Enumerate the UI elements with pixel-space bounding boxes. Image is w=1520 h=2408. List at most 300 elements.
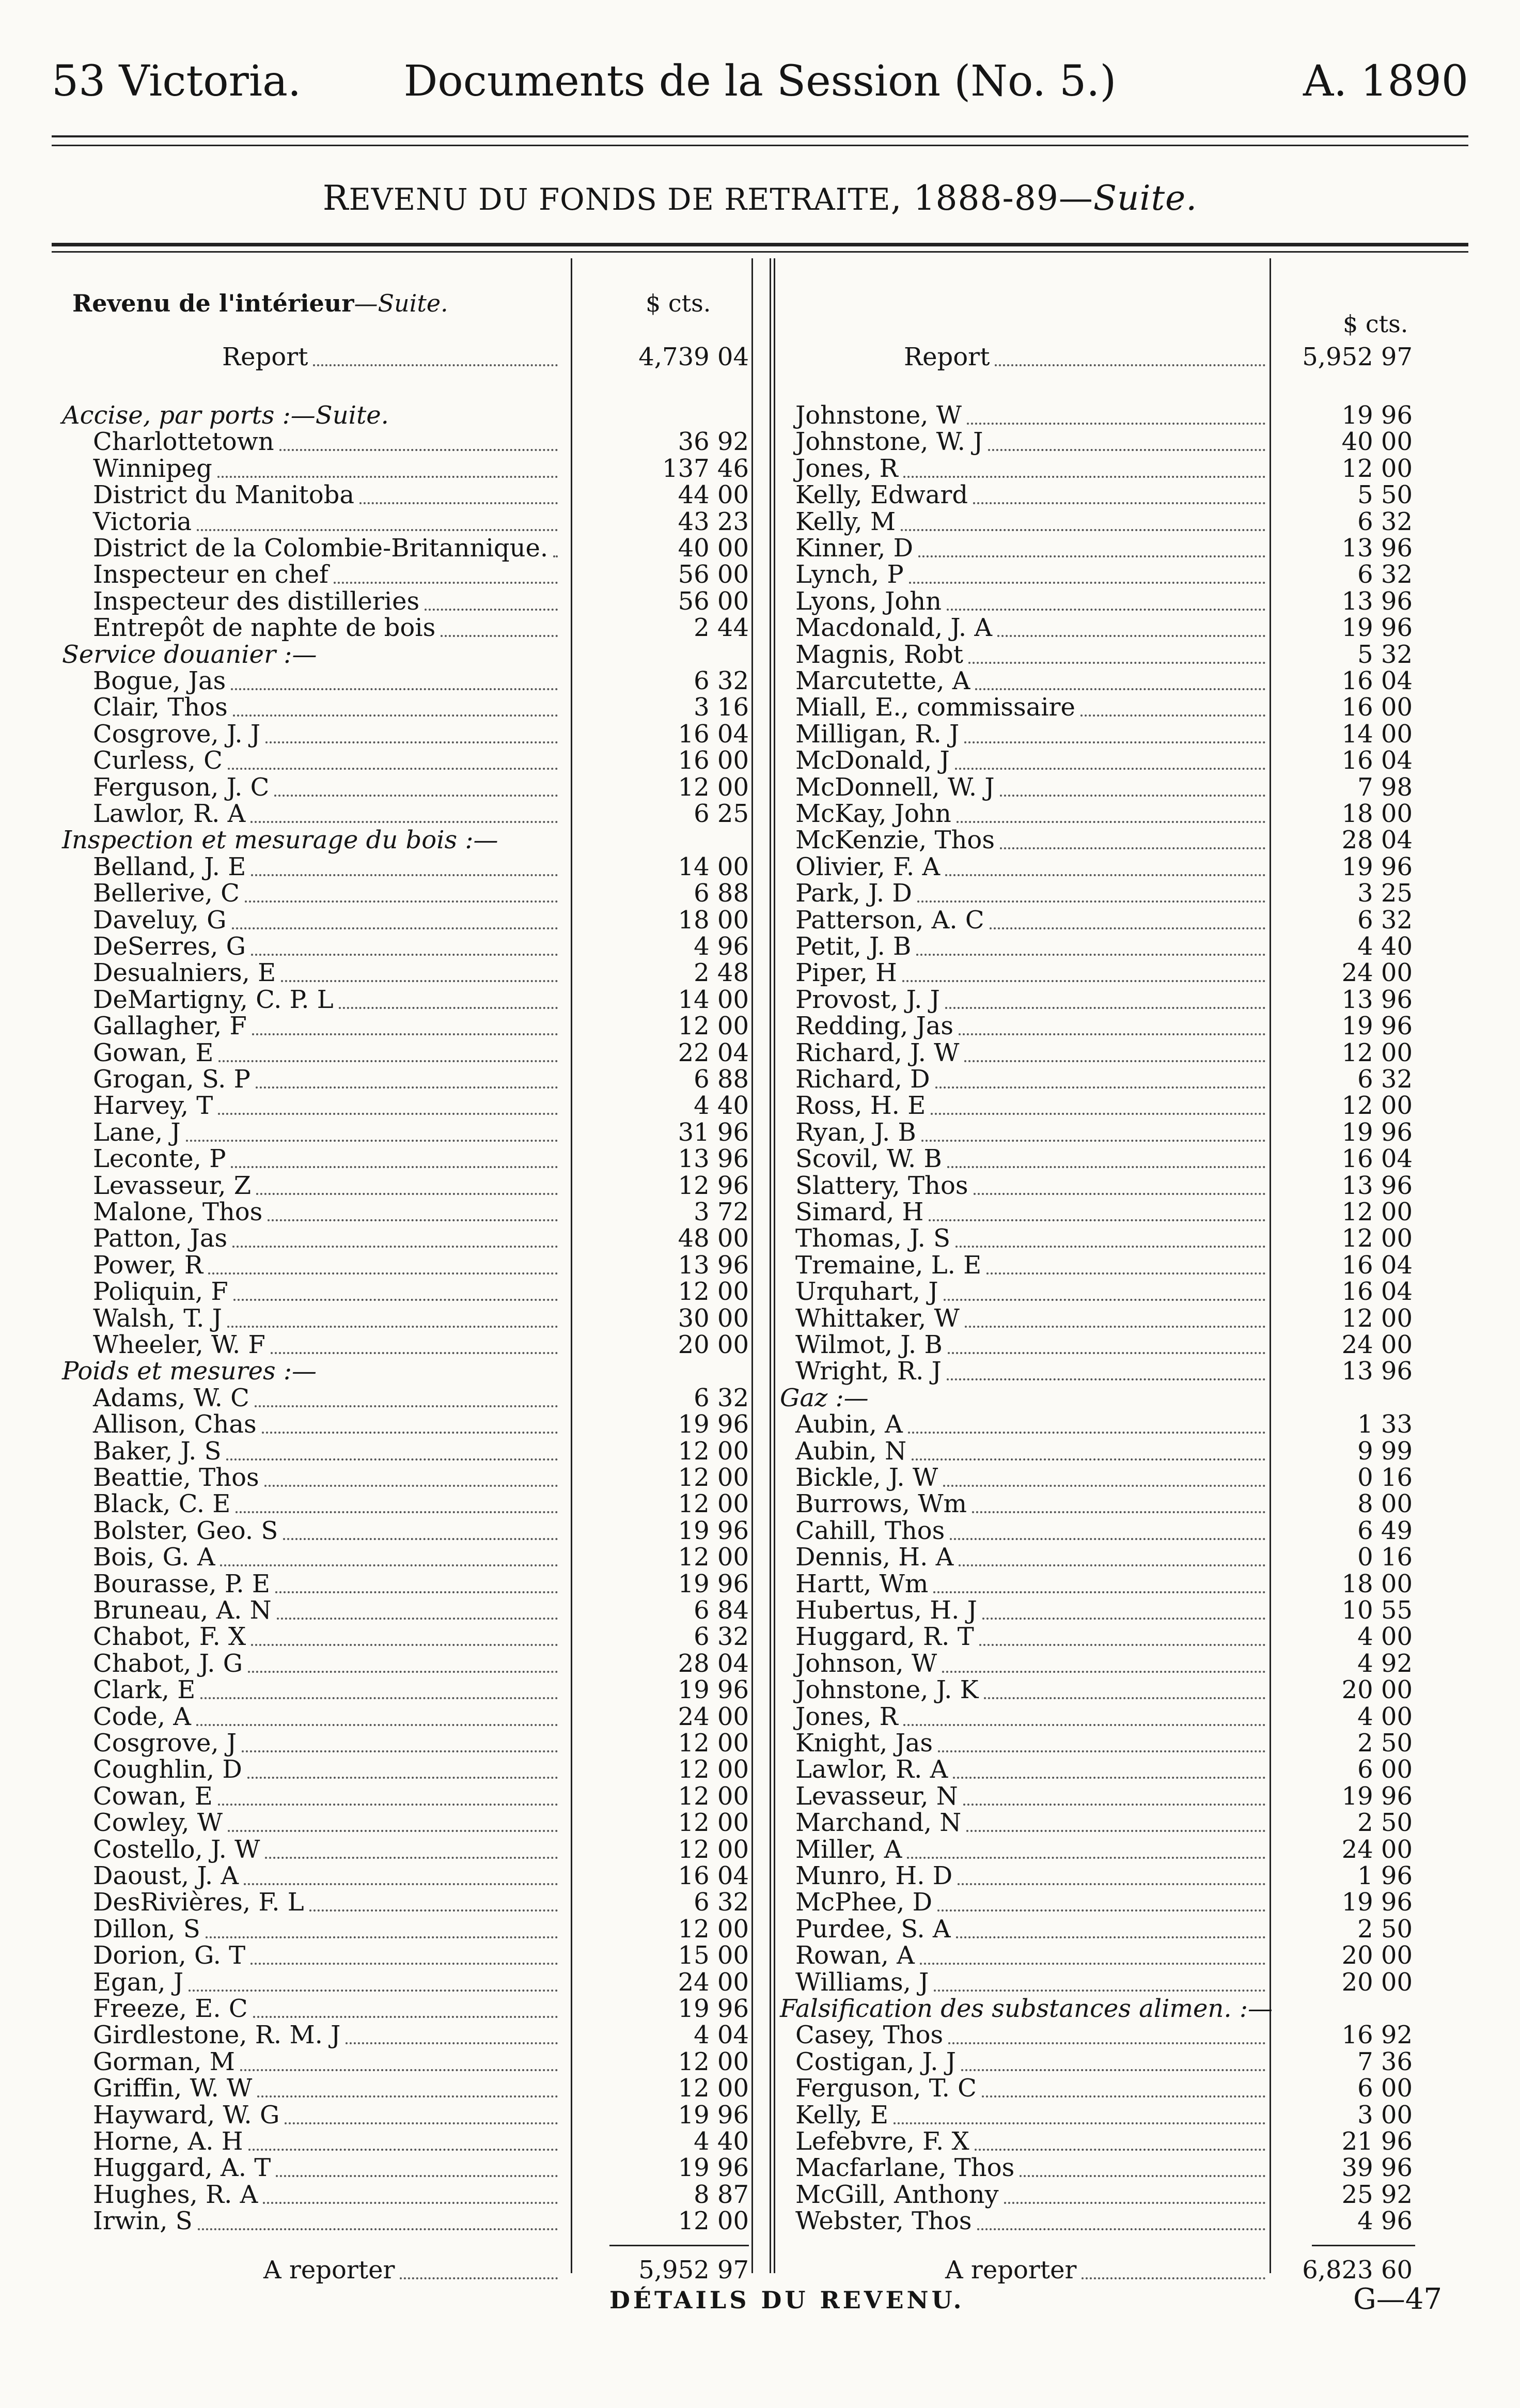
dot-leader [236, 1490, 558, 1513]
table-row [780, 1438, 1413, 1465]
table-row [62, 1013, 749, 1039]
entry-name: McKay, John [795, 799, 951, 828]
dot-leader [206, 1916, 558, 1938]
column-divider-b [774, 258, 775, 2273]
entry-name: Wheeler, W. F [93, 1330, 265, 1359]
entry-amount: 4 04 [694, 2021, 749, 2050]
entry-amount: 24 00 [678, 1967, 749, 1997]
table-row [62, 1092, 749, 1119]
dot-leader [251, 933, 558, 956]
entry-amount: 12 00 [1341, 454, 1413, 483]
entry-amount: 7 36 [1357, 2047, 1413, 2076]
dot-leader [265, 1836, 558, 1859]
table-row [62, 800, 749, 827]
entry-amount: 19 96 [678, 1569, 749, 1598]
table-row [62, 1039, 749, 1066]
dot-leader [248, 1650, 558, 1673]
dot-leader [441, 614, 558, 637]
dot-leader [903, 455, 1265, 478]
dot-leader [967, 402, 1265, 425]
entry-name: McGill, Anthony [795, 2180, 999, 2209]
entry-name: DeMartigny, C. P. L [93, 985, 334, 1014]
table-row [780, 455, 1413, 482]
entry-amount: 24 00 [678, 1702, 749, 1731]
table-row [780, 1331, 1413, 1358]
table-row [780, 1464, 1413, 1491]
entry-name: Webster, Thos [795, 2207, 972, 2236]
table-row [780, 907, 1413, 934]
section-heading: Accise, par ports :—Suite. [62, 401, 389, 430]
line-amount: 5,952 97 [1302, 343, 1413, 371]
section-row [780, 1385, 1413, 1411]
dot-leader [189, 1969, 558, 1992]
table-row [62, 1199, 749, 1225]
table-row [62, 1145, 749, 1172]
table-row [62, 1517, 749, 1544]
dot-leader [907, 1836, 1265, 1859]
dot-leader [973, 481, 1265, 504]
dot-leader [265, 721, 558, 743]
table-row [780, 428, 1413, 455]
entry-name: Miller, A [795, 1835, 902, 1864]
entry-name: Rowan, A [795, 1941, 915, 1970]
table-row [62, 2181, 749, 2208]
dot-leader [959, 1013, 1265, 1035]
dot-leader [283, 1517, 558, 1540]
section-heading: Gaz :— [780, 1383, 869, 1412]
dot-leader [1004, 2181, 1265, 2204]
entry-name: Winnipeg [93, 454, 212, 483]
entry-amount: 4 92 [1357, 1649, 1413, 1678]
entry-name: Lefebvre, F. X [795, 2127, 969, 2156]
entry-name: Kelly, M [795, 507, 896, 536]
entry-name: DeSerres, G [93, 932, 246, 961]
entry-amount: 7 98 [1357, 772, 1413, 802]
table-row [780, 1809, 1413, 1836]
entry-amount: 12 00 [1341, 1198, 1413, 1226]
entry-name: McDonald, J [795, 746, 950, 775]
entry-name: McPhee, D [795, 1888, 933, 1917]
entry-name: Olivier, F. A [795, 852, 941, 881]
dot-leader [997, 614, 1265, 637]
entry-amount: 12 00 [678, 1835, 749, 1864]
entry-name: Chabot, J. G [93, 1649, 243, 1678]
table-row [780, 1039, 1413, 1066]
table-row [780, 1836, 1413, 1863]
entry-name: Dorion, G. T [93, 1941, 246, 1970]
line-label: A reporter [263, 2256, 395, 2285]
section-heading: Falsification des substances alimen. :— [780, 1994, 1273, 2023]
entry-amount: 10 55 [1341, 1596, 1413, 1625]
entry-name: Clark, E [93, 1675, 196, 1705]
entry-amount: 19 96 [1341, 1781, 1413, 1811]
entry-name: Huggard, A. T [93, 2153, 271, 2183]
right-report-line [780, 344, 1413, 370]
table-row [62, 667, 749, 694]
table-row [780, 2128, 1413, 2155]
entry-amount: 13 96 [678, 1250, 749, 1280]
table-row [62, 1066, 749, 1093]
dot-leader [929, 1199, 1265, 1221]
dot-leader [947, 1145, 1265, 1168]
dot-leader [218, 1092, 558, 1115]
entry-amount: 40 00 [678, 534, 749, 563]
dot-leader [966, 1809, 1265, 1832]
dot-leader [908, 1411, 1265, 1434]
dot-leader [931, 1092, 1265, 1115]
entry-amount: 12 00 [1341, 1224, 1413, 1253]
table-row [780, 1571, 1413, 1597]
table-row [62, 694, 749, 721]
entry-name: Curless, C [93, 746, 223, 775]
entry-name: Magnis, Robt [795, 640, 963, 669]
entry-name: Burrows, Wm [795, 1489, 967, 1519]
entry-amount: 19 96 [678, 1410, 749, 1439]
entry-name: Costello, J. W [93, 1835, 260, 1864]
entry-name: Marchand, N [795, 1808, 962, 1838]
entry-name: Ferguson, J. C [93, 772, 270, 802]
entry-amount: 20 00 [678, 1330, 749, 1359]
dot-leader [339, 986, 558, 1009]
dot-leader [186, 1119, 558, 1142]
dot-leader [975, 667, 1265, 690]
entry-name: Johnstone, W. J [795, 427, 983, 457]
entry-name: Hartt, Wm [795, 1569, 929, 1598]
entry-name: Baker, J. S [93, 1436, 222, 1466]
dot-leader [959, 1544, 1265, 1566]
entry-amount: 12 00 [678, 1729, 749, 1758]
table-row [780, 641, 1413, 668]
entry-amount: 16 04 [1341, 1277, 1413, 1307]
entry-name: Simard, H [795, 1198, 924, 1226]
table-row [780, 588, 1413, 615]
entry-name: Cahill, Thos [795, 1516, 945, 1545]
table-row [62, 1490, 749, 1517]
entry-name: Cowan, E [93, 1781, 213, 1811]
entry-name: Grogan, S. P [93, 1065, 250, 1094]
dot-leader [553, 535, 558, 557]
entry-amount: 15 00 [678, 1941, 749, 1970]
table-row [780, 1623, 1413, 1650]
dot-leader [264, 1464, 558, 1487]
left-total-line [62, 2257, 749, 2283]
entry-name: Dennis, H. A [795, 1543, 954, 1572]
dot-leader [964, 1039, 1265, 1062]
entry-name: Aubin, N [795, 1436, 907, 1466]
entry-name: Patton, Jas [93, 1224, 228, 1253]
table-row [62, 1252, 749, 1279]
entry-name: Hubertus, H. J [795, 1596, 977, 1625]
entry-name: Chabot, F. X [93, 1622, 246, 1652]
entry-name: Jones, R [795, 454, 898, 483]
header-rule-top [52, 135, 1468, 137]
entry-name: Malone, Thos [93, 1198, 263, 1226]
section-row [780, 1995, 1413, 2022]
dot-leader [947, 588, 1265, 611]
entry-amount: 28 04 [678, 1649, 749, 1678]
page-title: REVENU DU FONDS DE RETRAITE, 1888-89—Suite. [322, 178, 1198, 218]
dot-leader [968, 641, 1265, 664]
entry-name: Gorman, M [93, 2047, 235, 2076]
entry-name: Bickle, J. W [795, 1463, 938, 1492]
entry-name: Cowley, W [93, 1808, 223, 1838]
entry-name: McDonnell, W. J [795, 772, 995, 802]
dot-leader [986, 1252, 1265, 1275]
entry-amount: 13 96 [1341, 1357, 1413, 1386]
dot-leader [912, 1438, 1265, 1461]
table-row [62, 747, 749, 774]
entry-name: Urquhart, J [795, 1277, 938, 1307]
dot-leader [285, 2102, 558, 2124]
table-row [62, 455, 749, 482]
dot-leader [909, 561, 1265, 584]
entry-amount: 12 00 [678, 1012, 749, 1041]
dot-leader [945, 986, 1265, 1009]
entry-name: Horne, A. H [93, 2127, 243, 2156]
table-row [780, 853, 1413, 880]
entry-name: Kelly, Edward [795, 480, 968, 510]
entry-name: Provost, J. J [795, 985, 940, 1014]
entry-amount: 6 00 [1357, 1755, 1413, 1784]
table-row [780, 614, 1413, 641]
table-row [780, 1199, 1413, 1225]
table-row [780, 1411, 1413, 1438]
entry-amount: 20 00 [1341, 1967, 1413, 1997]
dot-leader [271, 1331, 558, 1354]
entry-amount: 36 92 [678, 427, 749, 457]
dot-leader [233, 1278, 558, 1301]
dot-leader [921, 1119, 1265, 1142]
table-row [780, 2048, 1413, 2075]
entry-amount: 40 00 [1341, 427, 1413, 457]
table-row [780, 1252, 1413, 1279]
dot-leader [963, 1783, 1265, 1806]
entry-name: McKenzie, Thos [795, 826, 995, 855]
table-row [780, 1225, 1413, 1252]
table-row [780, 1092, 1413, 1119]
dot-leader [957, 800, 1265, 823]
dot-leader [248, 2128, 558, 2151]
dot-leader [220, 1544, 558, 1566]
table-row [780, 1490, 1413, 1517]
entry-amount: 4 40 [694, 1091, 749, 1121]
entry-name: Bellerive, C [93, 879, 240, 908]
dot-leader [277, 1597, 558, 1620]
dot-leader [894, 2102, 1265, 2124]
entry-name: Bogue, Jas [93, 666, 226, 695]
table-row [780, 1862, 1413, 1889]
table-row [780, 1278, 1413, 1305]
right-total-line [780, 2257, 1413, 2283]
entry-amount: 2 50 [1357, 1729, 1413, 1758]
table-row [62, 1650, 749, 1677]
entry-amount: 19 96 [1341, 852, 1413, 881]
entry-amount: 16 04 [678, 1861, 749, 1890]
entry-amount: 13 96 [1341, 534, 1413, 563]
dot-leader [251, 1623, 558, 1646]
table-row [62, 2208, 749, 2234]
table-row [780, 1172, 1413, 1199]
entry-name: Purdee, S. A [795, 1914, 951, 1944]
entry-amount: 19 96 [678, 2153, 749, 2183]
entry-name: Clair, Thos [93, 693, 228, 722]
entry-amount: 6 49 [1357, 1516, 1413, 1545]
section-heading: Service douanier :— [62, 640, 317, 669]
entry-amount: 13 96 [1341, 1171, 1413, 1200]
table-row [780, 1756, 1413, 1783]
table-row [780, 959, 1413, 986]
dot-leader [274, 774, 558, 797]
entry-amount: 3 00 [1357, 2100, 1413, 2130]
dot-leader [197, 508, 558, 531]
table-row [62, 1703, 749, 1730]
entry-name: Inspecteur en chef [93, 560, 328, 589]
entry-name: Johnstone, J. K [795, 1675, 979, 1705]
entry-name: Girdlestone, R. M. J [93, 2021, 341, 2050]
dot-leader [425, 588, 558, 611]
dot-leader [948, 2022, 1265, 2044]
table-row [62, 1278, 749, 1305]
table-row [780, 721, 1413, 748]
dot-leader [247, 1756, 558, 1779]
entry-amount: 28 04 [1341, 826, 1413, 855]
dot-leader [196, 1703, 558, 1726]
entry-amount: 6 32 [1357, 905, 1413, 935]
entry-name: Lynch, P [795, 560, 904, 589]
table-row [780, 1969, 1413, 1996]
table-row [62, 588, 749, 615]
table-row [780, 1013, 1413, 1039]
entry-amount: 12 00 [678, 1463, 749, 1492]
entry-name: Williams, J [795, 1967, 929, 1997]
table-row [62, 1889, 749, 1916]
entry-name: Kelly, E [795, 2100, 888, 2130]
dot-leader [245, 880, 558, 903]
entry-name: District de la Colombie-Britannique. [93, 534, 549, 563]
dot-leader [242, 1730, 558, 1752]
entry-name: Huggard, R. T [795, 1622, 974, 1652]
table-row [780, 1676, 1413, 1703]
dot-leader [309, 1889, 558, 1912]
entry-name: Leconte, P [93, 1144, 226, 1174]
entry-name: Whittaker, W [795, 1303, 960, 1333]
entry-amount: 18 00 [1341, 799, 1413, 828]
dot-leader [901, 508, 1265, 531]
header-year: A. 1890 [1303, 57, 1468, 106]
entry-amount: 6 00 [1357, 2074, 1413, 2103]
entry-amount: 6 32 [694, 1622, 749, 1652]
dot-leader [982, 2075, 1265, 2098]
dot-leader [933, 1571, 1265, 1593]
entry-amount: 2 50 [1357, 1808, 1413, 1838]
entry-name: Power, R [93, 1250, 203, 1280]
dot-leader [916, 933, 1265, 956]
entry-amount: 137 46 [662, 454, 749, 483]
dot-leader [253, 1995, 558, 2018]
entry-name: Redding, Jas [795, 1012, 953, 1041]
table-row [780, 402, 1413, 429]
entry-amount: 16 00 [678, 746, 749, 775]
entry-amount: 21 96 [1341, 2127, 1413, 2156]
table-row [780, 2102, 1413, 2129]
line-label: A reporter [945, 2256, 1077, 2285]
line-label: Report [222, 343, 308, 371]
dot-leader [1080, 694, 1265, 717]
section-row [62, 641, 749, 668]
entry-name: Irwin, S [93, 2207, 193, 2236]
entry-name: Ryan, J. B [795, 1117, 916, 1147]
table-row [62, 2102, 749, 2129]
entry-name: Beattie, Thos [93, 1463, 259, 1492]
table-row [780, 1730, 1413, 1757]
table-row [780, 1066, 1413, 1093]
page-number: G—47 [1353, 2282, 1442, 2316]
table-row [780, 1703, 1413, 1730]
dot-leader [1000, 774, 1265, 797]
entry-name: Ross, H. E [795, 1091, 926, 1121]
dot-leader [1082, 2257, 1265, 2279]
entry-name: Entrepôt de naphte de bois [93, 613, 436, 643]
entry-amount: 12 00 [1341, 1091, 1413, 1121]
entry-amount: 19 96 [678, 1675, 749, 1705]
entry-amount: 12 00 [678, 772, 749, 802]
table-row [780, 1597, 1413, 1624]
right-currency-head: $ cts. [1343, 310, 1408, 338]
entry-name: Daoust, J. A [93, 1861, 239, 1890]
entry-amount: 12 00 [678, 1755, 749, 1784]
dot-leader [275, 1571, 558, 1593]
dot-leader [200, 1676, 558, 1699]
entry-name: DesRivières, F. L [93, 1888, 304, 1917]
table-row [62, 1942, 749, 1969]
dot-leader [917, 880, 1265, 903]
entry-amount: 16 04 [1341, 666, 1413, 695]
entry-name: Gowan, E [93, 1038, 214, 1067]
entry-amount: 0 16 [1357, 1543, 1413, 1572]
entry-name: Dillon, S [93, 1914, 200, 1944]
dot-leader [964, 721, 1265, 743]
dot-leader [232, 1225, 558, 1248]
table-row [62, 1411, 749, 1438]
entry-amount: 6 32 [1357, 1065, 1413, 1094]
entry-amount: 19 96 [678, 1994, 749, 2023]
dot-leader [313, 344, 558, 366]
entry-name: Richard, D [795, 1065, 930, 1094]
entry-amount: 16 04 [1341, 1250, 1413, 1280]
entry-amount: 1 33 [1357, 1410, 1413, 1439]
dot-leader [218, 1783, 558, 1806]
entry-name: Harvey, T [93, 1091, 213, 1121]
entry-amount: 6 88 [694, 1065, 749, 1094]
table-row [62, 721, 749, 748]
entry-name: Code, A [93, 1702, 191, 1731]
dot-leader [956, 1916, 1265, 1938]
table-row [62, 1730, 749, 1757]
line-amount: 4,739 04 [638, 343, 749, 371]
table-row [780, 774, 1413, 801]
entry-amount: 6 32 [694, 666, 749, 695]
entry-name: Bourasse, P. E [93, 1569, 270, 1598]
dot-leader [400, 2257, 558, 2279]
entry-name: Knight, Jas [795, 1729, 933, 1758]
entry-name: Belland, J. E [93, 852, 246, 881]
table-row [780, 800, 1413, 827]
entry-name: Miall, E., commissaire [795, 693, 1075, 722]
entry-amount: 22 04 [678, 1038, 749, 1067]
entry-name: Aubin, A [795, 1410, 903, 1439]
entry-amount: 6 32 [694, 1888, 749, 1917]
dot-leader [257, 2075, 558, 2098]
